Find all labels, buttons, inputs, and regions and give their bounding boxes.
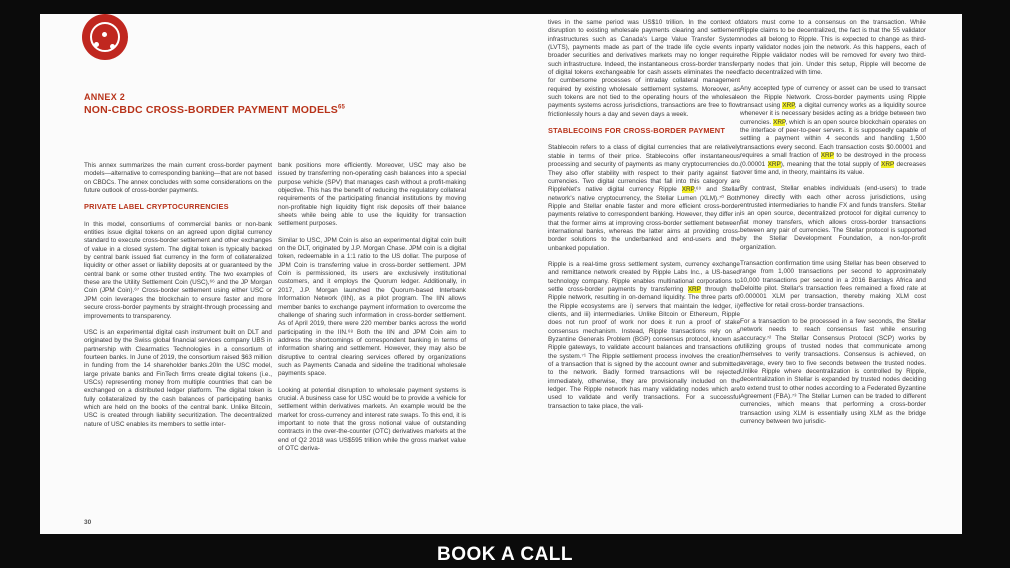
highlighted-term: XRP [773, 118, 786, 126]
text-run: Any accepted type of currency or asset can be used to transact on the Ripple Network. Cross-border payments using Ripple transact using [740, 85, 926, 110]
title-text: NON-CBDC CROSS-BORDER PAYMENT MODELS [84, 104, 338, 116]
paragraph: In this model, consortiums of commercial banks or non-bank entities issue digital tokens on an agreed upon digital currency standard to execute cross-border settlement and other exchanges of value in a closed system. The digital token is typically backed by central bank issued fiat currency in the form of collateralized liquidity or other asset or liability deposits at or guaranteed by the central bank or some other trusted entity. The two examples of these are the Utility Settlement Coin (USC),⁶⁶ and the JP Morgan Coin (JPM Coin).⁶⁷ Cross-border settlement using either USC or JPM coin leverages the blockchain to ensure faster and more secure cross-border payments by straight-through processing and improvements to transparency. [84, 220, 272, 320]
paragraph: tives in the same period was US$10 trillion. In the context of disruption to existing wholesale payments clearing and settlement infrastructures such as Canada's Large Value Transfer System (LVTS), payments made as part of the trade life cycle events in broader securities and derivatives markets may no longer require such infrastructure. Indeed, the instantaneous cross-border transfer of digital tokens exchangeable for cash assets eliminates the need for cumbersome processes of intraday collateral management required by existing wholesale settlement systems. Moreover, as such tokens are not tied to the operating hours of the wholesale payments systems across jurisdictions, transactions are free to flow frictionlessly hours a day and seven days a week. [548, 19, 740, 118]
highlighted-term: XRP [881, 160, 895, 168]
highlighted-term: XRP [820, 152, 834, 160]
column-3 [548, 19, 740, 419]
logo-dot [102, 32, 107, 37]
paragraph: Similar to USC, JPM Coin is also an experimental digital coin built on the DLT, originated by J.P. Morgan Chase. JPM coin is a digital token, redeemable in a 1:1 ratio to the US dollar. The purpose of JPM Coin is transferring value in cross-border settlement. JPM Coin is permissioned, its users are exclusively institutional customers, and it employs the Quorum ledger. Additionally, in 2017, J.P. Morgan launched the Quorum-based Interbank Information Network (IIN), as a pilot program. The IIN allows member banks to exchange payment information to overcome the challenge of sharing such information in cross-border settlement. As of April 2019, there were 220 member banks across the world participating in the IIN.⁶⁸ Both the IIN and JPM Coin aim to address the shortcomings of correspondent banking in terms of information sharing and settlement. However, they may also be disruptive to central clearing services offered by organizations such as Payments Canada and sideline the traditional wholesale payments space. [278, 236, 466, 378]
column-1 [84, 162, 272, 437]
text-run: ,⁶⁹ and Stellar network's native cryptocurrency, the Stellar Lumen (XLM).⁷⁰ Both Ripple and Stellar enable faster and more efficient cross-border payments relative to correspondent banking. However, they differ in that the former aims at improving cross-border settlement between international banks, whereas the latter aims at providing cross-border solutions to the underbanked and end-users and the unbanked population. [548, 186, 740, 252]
paragraph: dators must come to a consensus on the transaction. While Ripple claims to be decentralized, the fact is that the 55 validator nodes all belong to Ripple. This is expected to change as third-party validator nodes join the network. As this happens, each of the Ripple validator nodes will be removed for every two third-party nodes that join. Under this setup, Ripple will become de facto decentralized with time. [740, 19, 926, 77]
text-run: through the Ripple network, resulting in on-demand liquidity. The three parts of the Ripple ecosystems are i) servers that maintain the ledger, ii) clients, and iii) intermediaries. Unlike Bitcoin or Ethereum, Ripple does not run proof of work nor does it run a proof of stake consensus mechanism. Instead, Ripple transactions rely on a Byzantine Generals Problem (BGP) consensus protocol, known as Ripple gateways, to validate account balances and transactions of the system.⁷¹ The Ripple settlement process involves the creation of a transaction that is signed by the account owner and submitted to the network. Badly formed transactions will be rejected immediately, otherwise, they are provisionally included on the ledger. The Ripple network has many validating nodes which are used to validate and verify transactions. For a successful transaction to take place, the vali- [548, 285, 740, 410]
logo-dot [94, 42, 99, 47]
globe-icon [90, 22, 120, 52]
paragraph [740, 85, 926, 177]
text-run: , a digital currency works as a liquidity source whenever it is necessary besides acting as a bridge between two currencies. [740, 102, 926, 126]
column-4 [740, 19, 926, 434]
book-a-call-caption: BOOK A CALL [436, 544, 574, 565]
highlighted-term: XRP [782, 102, 795, 110]
text-run: ), meaning that the total supply of [780, 160, 882, 168]
section-heading: STABLECOINS FOR CROSS-BORDER PAYMENT [548, 126, 726, 136]
paragraph: bank positions more efficiently. Moreover, USC may also be issued by transferring non-operating cash balances into a special purpose vehicle (SPV) that manages cash without a profit-making objective. This has the benefit of reducing the regulatory collateral requirements of the participating financial institutions by moving non-profitable high liquidity flight risk deposits off their balance sheets while being able to use the liquidity for transaction settlement purposes. [278, 162, 466, 228]
paragraph [548, 144, 740, 252]
text-run: decreases over time and, in theory, maintains its value. [740, 160, 926, 176]
document-page [40, 14, 962, 534]
page-number: 30 [84, 519, 92, 526]
highlighted-term: XRP [681, 186, 695, 194]
title-footnote: 65 [337, 104, 346, 111]
paragraph: This annex summarizes the main current cross-border payment models—alternative to corresponding banking—that are not based on CBDCs. The annex concludes with some considerations on the future outlook of cross-border payments. [84, 162, 272, 195]
highlighted-term: XRP [767, 160, 781, 168]
column-2 [278, 162, 466, 461]
annex-label: ANNEX 2 [84, 92, 126, 102]
section-heading: PRIVATE LABEL CRYPTOCURRENCIES [84, 202, 229, 212]
highlighted-term: XRP [687, 285, 701, 293]
paragraph: Looking at potential disruption to wholesale payment systems is crucial. A business case for USC would be to provide a vehicle for settlement within derivatives markets. An example would be the market for cross-currency and interest rate swaps. To this end, it is important to note that the gross notional value of outstanding contracts in the over-the-counter (OTC) derivatives markets at the end of Q2 2018 was US$595 trillion while the gross market value of OTC deriva- [278, 386, 466, 452]
paragraph [548, 261, 740, 411]
report-logo [82, 14, 128, 60]
paragraph: By contrast, Stellar enables individuals (end-users) to trade money directly with each other across jurisdictions, using entrusted intermediaries to handle FX and funds transfers. Stellar is an open source, decentralized protocol for digital currency to fiat money transfers, which allows cross-border transactions between any pair of currencies. The Stellar protocol is supported by the Stellar Development Foundation, a non-for-profit organization. [740, 185, 926, 251]
paragraph: USC is an experimental digital cash instrument built on DLT and originated by the Swiss global financial services company UBS in partnership with Clearmatics Technologies in a consortium of fourteen banks. In June of 2019, the consortium raised $63 million in funding from the 14 shareholder banks.20In the USC model, large private banks and FinTech firms create digital tokens (i.e., USCs) representing money from multiple countries that can be exchanged on a distributed ledger platform. The digital token is fully collateralized by the cash balances of participating banks which are held on the books of the central bank. Unlike Bitcoin, USC is created through liability securitization. The decentralized nature of USC enables its members to settle inter- [84, 328, 272, 428]
logo-dot [110, 44, 115, 49]
text-run: Stablecoin refers to a class of digital currencies that are relatively stable in terms of their price. Stablecoins offer instantaneous processing and security of payments as many cryptocurrencies do. They also offer stability with respect to their parity against fiat currencies. Two digital currencies that fall into this category are RippleNet's native digital currency Ripple [548, 144, 740, 194]
text-run: Ripple is a real-time gross settlement system, currency exchange and remittance network created by Ripple Labs Inc., a US-based technology company. Ripple enables multinational corporations to settle cross-border payments by transferring [548, 260, 740, 293]
text-run: to be destroyed in the process (0.00001 [740, 152, 926, 168]
page-title [84, 104, 345, 116]
paragraph: Transaction confirmation time using Stellar has been observed to range from 1,000 transactions per second to approximately 10,000 transactions per second in a 2016 Barclays Africa and Deloitte pilot. Stellar's transaction fees remained a fixed rate at 0.000001 XLM per transaction, thereby making XLM cost effective for retail cross-border transactions. [740, 259, 926, 309]
paragraph: For a transaction to be processed in a few seconds, the Stellar network needs to reach consensus fast while ensuring accuracy.⁷² The Stellar Consensus Protocol (SCP) works by utilizing groups of trusted nodes that communicate among themselves to verify transactions. Consensus is achieved, on average, every two to five seconds between the trusted nodes. Unlike Ripple where decentralization is controlled by Ripple, decentralization in Stellar is expanded by trusted nodes deciding to extend trust to other nodes according to a Federated Byzantine Agreement (FBA).⁷³ The Stellar Lumen can be traded to different currencies, which means that performing a cross-border transaction using XLM is essentially using XLM as the bridge currency between two jurisdic- [740, 318, 926, 426]
text-run: , which is an open source blockchain operates on the interface of peer-to-peer servers. It is supposedly capable of settling a payment within 4 seconds and handling 1,500 transactions every second. Each transaction costs $0.00001 and requires a small fraction of [740, 118, 927, 160]
